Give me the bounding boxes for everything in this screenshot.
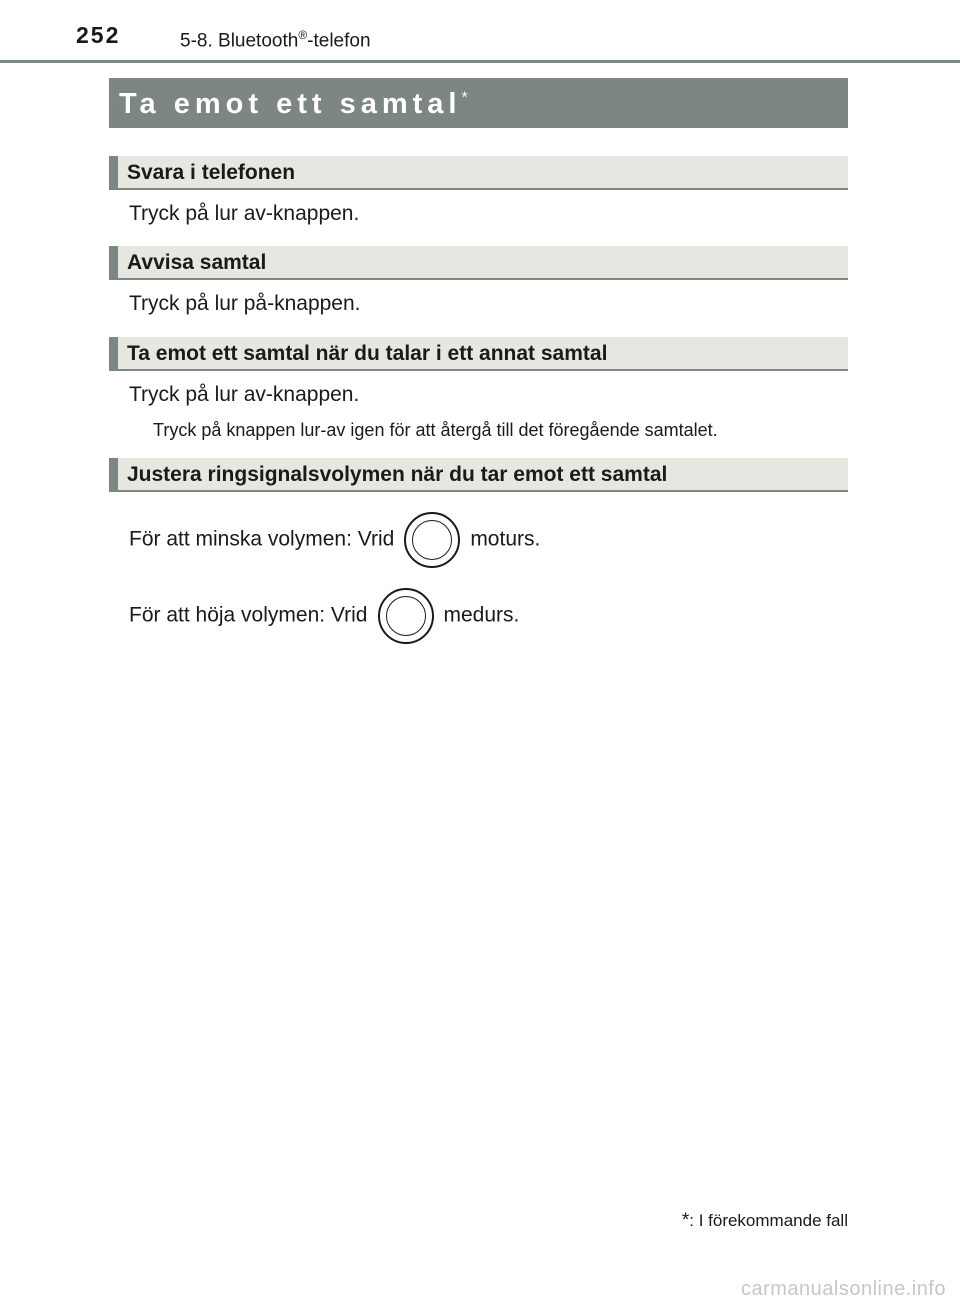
volume-increase-text: För att höja volymen: Vrid xyxy=(129,603,368,627)
section-heading-text: Justera ringsignalsvolymen när du tar emot ett samtal xyxy=(127,463,668,486)
page-number: 252 xyxy=(76,22,121,48)
section-heading-ring-volume xyxy=(109,458,848,492)
title-banner xyxy=(109,78,848,128)
volume-knob-icon xyxy=(404,512,460,568)
chapter-prefix: 5-8. Bluetooth xyxy=(180,30,299,52)
footnote xyxy=(682,1210,848,1232)
volume-increase-line xyxy=(129,588,519,644)
section-heading-text: Avvisa samtal xyxy=(127,251,267,274)
volume-knob-icon xyxy=(378,588,434,644)
header-rule xyxy=(0,60,960,63)
volume-decrease-line xyxy=(129,512,540,568)
chapter-suffix: -telefon xyxy=(307,30,371,52)
section-heading-answer xyxy=(109,156,848,190)
watermark: carmanualsonline.info xyxy=(740,1278,946,1300)
footnote-text: : I förekommande fall xyxy=(689,1211,848,1230)
section-heading-text: Ta emot ett samtal när du talar i ett annat samtal xyxy=(127,342,608,365)
section-body-answer: Tryck på lur av-knappen. xyxy=(129,202,360,225)
section-heading-call-waiting xyxy=(109,337,848,371)
title-marker: * xyxy=(461,89,468,107)
page-title-text: Ta emot ett samtal xyxy=(119,88,462,120)
footnote-marker: * xyxy=(681,1210,690,1231)
section-heading-reject xyxy=(109,246,848,280)
page-title xyxy=(119,88,468,121)
section-heading-text: Svara i telefonen xyxy=(127,161,296,184)
registered-mark: ® xyxy=(298,28,308,42)
chapter-title xyxy=(180,28,371,52)
volume-decrease-text: För att minska volymen: Vrid xyxy=(129,527,395,551)
volume-increase-direction: medurs. xyxy=(443,603,520,627)
volume-decrease-direction: moturs. xyxy=(470,527,541,551)
section-body-reject: Tryck på lur på-knappen. xyxy=(129,292,361,315)
section-note-call-waiting: Tryck på knappen lur-av igen för att återgå till det föregående samtalet. xyxy=(153,420,718,440)
section-body-call-waiting: Tryck på lur av-knappen. xyxy=(129,383,360,406)
